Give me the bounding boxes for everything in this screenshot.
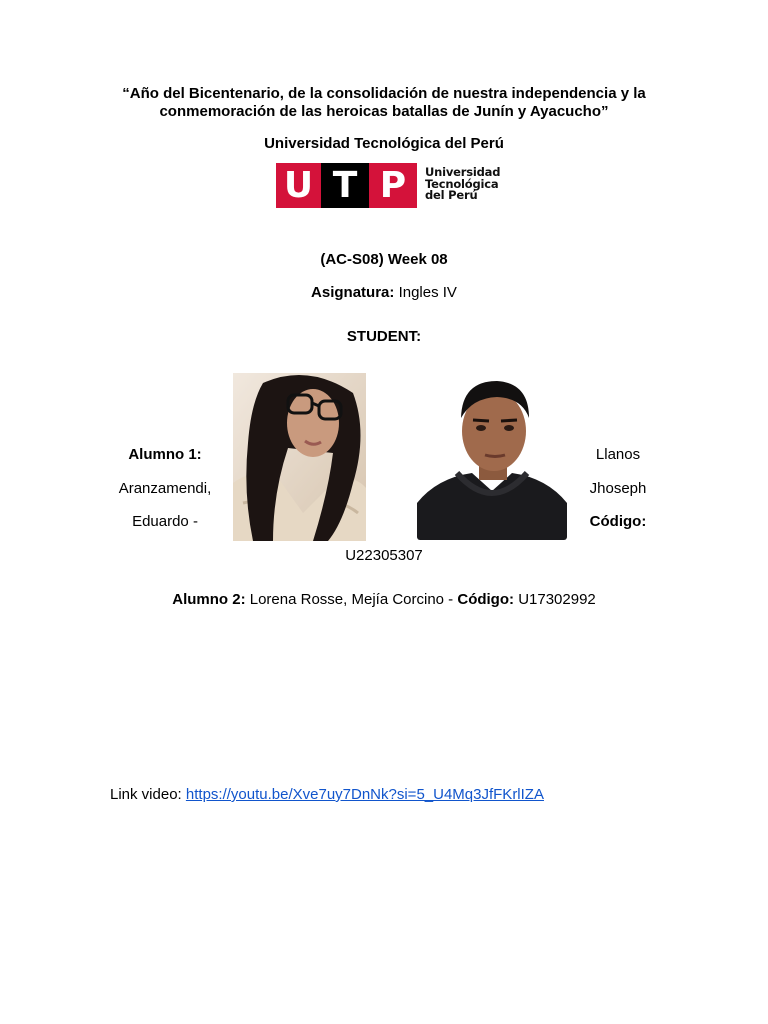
utp-logo	[276, 163, 508, 208]
video-link[interactable]: https://youtu.be/Xve7uy7DnNk?si=5_U4Mq3JfFKrlIZA	[185, 786, 544, 803]
student-photo-1	[233, 373, 366, 541]
student1-lastname: Llanos	[595, 446, 641, 463]
subject-line	[0, 284, 768, 301]
subject-value: Ingles IV	[398, 284, 457, 301]
student2-code-label: Código:	[457, 591, 515, 608]
student-photo-2	[417, 373, 567, 540]
video-line	[110, 786, 544, 803]
logo-text-line-1: Universidad	[425, 165, 501, 179]
video-label: Link video:	[110, 786, 182, 803]
activity-title: (AC-S08) Week 08	[320, 251, 448, 268]
student1-code-label: Código:	[589, 513, 647, 530]
student1-code: U22305307	[345, 547, 423, 564]
university-name: Universidad Tecnológica del Perú	[264, 135, 504, 152]
logo-letter-u: U	[276, 163, 321, 208]
student-heading: STUDENT:	[346, 328, 422, 345]
logo-text-line-2: Tecnológica	[425, 176, 499, 191]
student2-label: Alumno 2:	[172, 591, 246, 608]
student2-name: Lorena Rosse, Mejía Corcino -	[249, 591, 454, 608]
student2-code: U17302992	[518, 591, 596, 608]
logo-text-line-3: del Perú	[425, 188, 478, 202]
motto-heading: “Año del Bicentenario, de la consolidación de nuestra independencia y la conmemoración de las heroicas batallas de Junín y Ayacucho”	[122, 85, 646, 120]
student1-name: Jhoseph	[589, 480, 647, 497]
logo-letter-p: P	[369, 163, 417, 208]
logo-letter-t: T	[321, 163, 369, 208]
student2-line	[0, 591, 768, 608]
student1-surname: Aranzamendi,	[118, 480, 212, 497]
student1-firstname: Eduardo -	[132, 513, 198, 530]
student1-label: Alumno 1:	[128, 446, 202, 463]
subject-label: Asignatura:	[311, 284, 395, 301]
logo-text	[425, 167, 500, 202]
